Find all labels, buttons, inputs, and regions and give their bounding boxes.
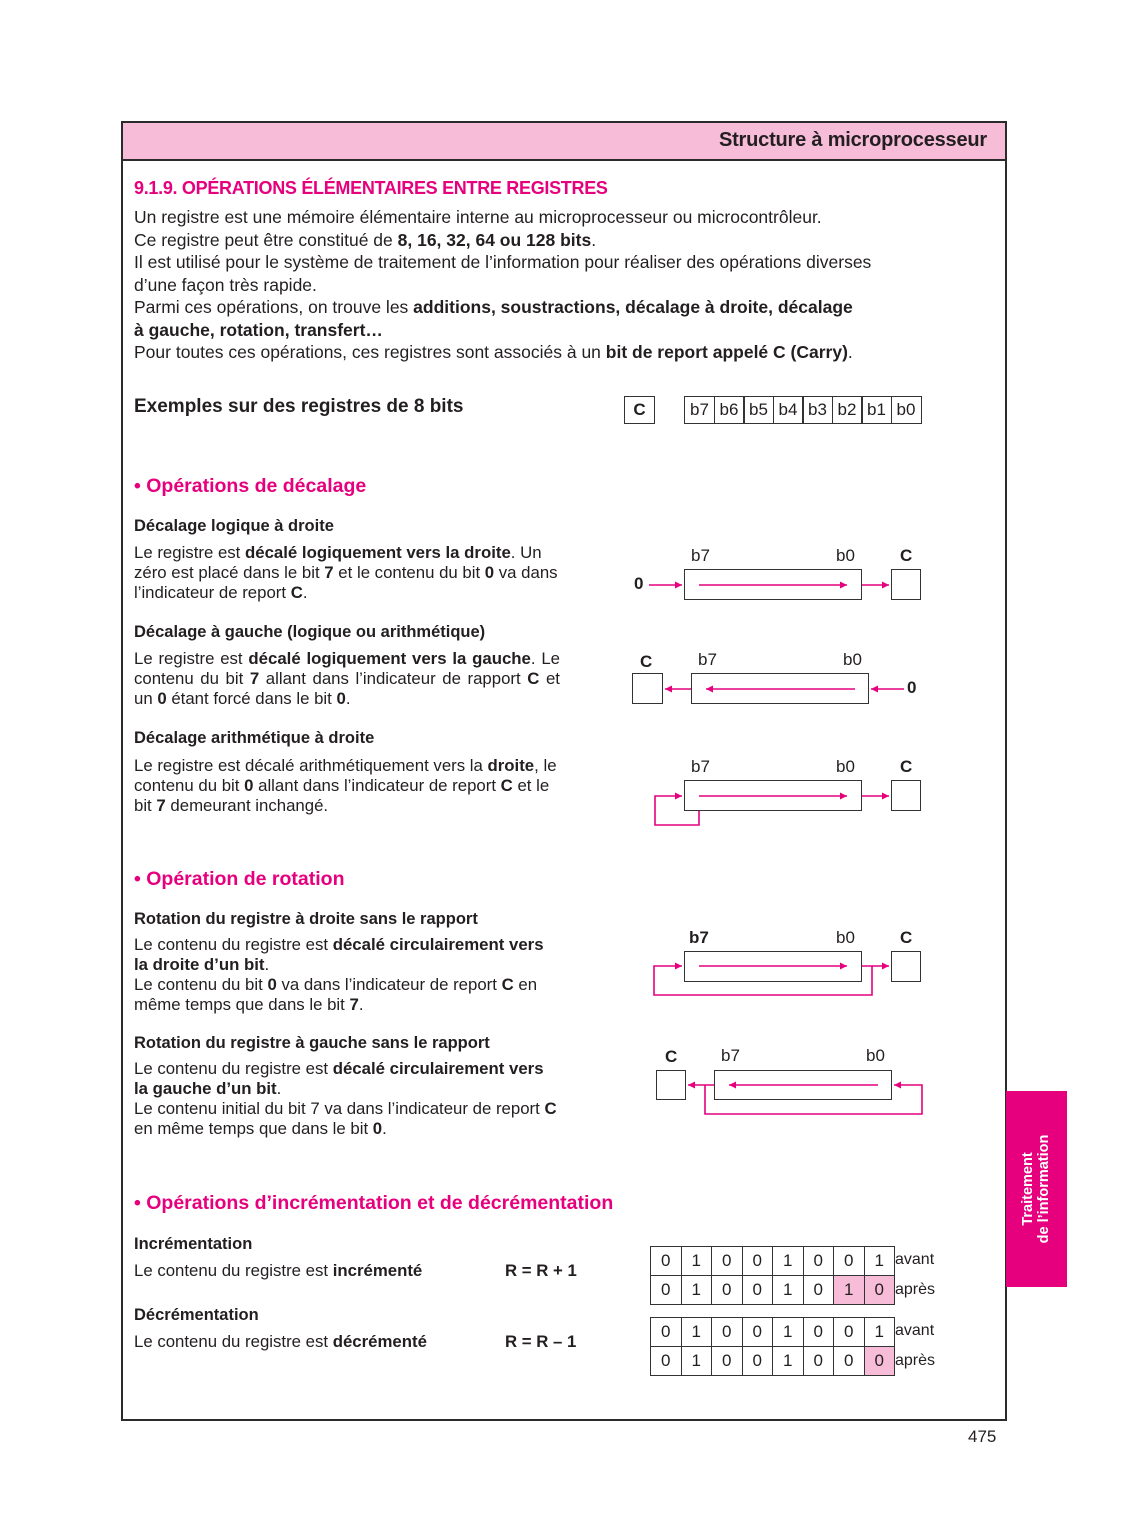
emphasis-text: 0: [244, 776, 254, 795]
text-run: Parmi ces opérations, on trouve les: [134, 297, 414, 317]
bit-cell: b0: [891, 396, 922, 424]
text-run: Le registre est décalé arithmétiquement vers la: [134, 756, 488, 775]
bit-value: 0: [651, 1247, 682, 1276]
bit-value: 0: [712, 1347, 743, 1376]
text-run: allant dans l’indicateur de report: [253, 776, 501, 795]
emphasis-text: décalé logiquement vers la gauche: [248, 649, 531, 668]
bit-row: [651, 1247, 895, 1276]
emphasis-text: C: [290, 583, 303, 602]
text-run: et le bit: [134, 776, 550, 815]
bit-value: 0: [864, 1347, 895, 1376]
bit-cell: b5: [743, 396, 774, 424]
bit-value: 1: [834, 1276, 865, 1305]
section-title: 9.1.9. OPÉRATIONS ÉLÉMENTAIRES ENTRE REGISTRES: [134, 178, 608, 198]
carry-label: C: [640, 652, 653, 671]
emphasis-text: 7: [249, 669, 260, 688]
bit-value: 0: [803, 1318, 834, 1347]
bit-value: 0: [742, 1276, 773, 1305]
carry-label: C: [900, 928, 913, 947]
decrement-text-plain: Le contenu du registre est: [134, 1332, 333, 1351]
emphasis-text: 8, 16, 32, 64 ou 128 bits: [397, 229, 592, 250]
bit-value: 1: [681, 1276, 712, 1305]
text-run: en même temps que dans le bit: [134, 975, 538, 1014]
bit-row: [651, 1318, 895, 1347]
decrement-title: Décrémentation: [134, 1306, 259, 1324]
increment-text: [134, 1261, 422, 1281]
row-state-label: avant: [895, 1251, 935, 1268]
text-run: .: [382, 1119, 387, 1138]
lsb-label: b0: [836, 757, 855, 776]
shift-item-title: Décalage arithmétique à droite: [134, 729, 375, 747]
bit-cell: b3: [802, 396, 833, 424]
side-tab-line1: Traitement: [1020, 1152, 1036, 1226]
text-run: Le registre est: [134, 649, 249, 668]
lsb-label: b0: [843, 650, 862, 669]
bit-cell: b2: [832, 396, 863, 424]
emphasis-text: à gauche, rotation, transfert…: [134, 319, 383, 340]
emphasis-text: C: [544, 1099, 557, 1118]
arrow: [655, 796, 699, 825]
bit-row: [651, 1347, 895, 1376]
msb-label: b7: [689, 928, 709, 947]
emphasis-text: décalé circulairement vers la gauche d’un bit: [134, 1059, 544, 1098]
text-run: .: [847, 342, 853, 362]
text-run: en même temps que dans le bit: [134, 1119, 373, 1138]
text-run: allant dans l’indicateur de rapport: [259, 669, 528, 688]
emphasis-text: 0: [372, 1119, 383, 1138]
text-run: Pour toutes ces opérations, ces registres sont associés à un: [134, 342, 606, 362]
bit-value: 0: [834, 1347, 865, 1376]
emphasis-text: additions, soustractions, décalage à droite, décalage: [413, 297, 853, 317]
emphasis-text: droite: [487, 756, 535, 775]
text-run: va dans l’indicateur de report: [276, 975, 502, 994]
bit-value: 1: [681, 1318, 712, 1347]
text-run: Le contenu du bit: [134, 975, 268, 994]
msb-label: b7: [721, 1046, 740, 1065]
emphasis-text: décalé logiquement vers la droite: [245, 543, 511, 562]
emphasis-text: C: [500, 776, 513, 795]
msb-label: b7: [691, 546, 710, 565]
text-run: étant forcé dans le bit: [166, 689, 337, 708]
increment-title: Incrémentation: [134, 1235, 253, 1253]
bit-value: 1: [773, 1347, 804, 1376]
arrow: [654, 966, 872, 995]
shift-title: • Opérations de décalage: [134, 475, 367, 497]
text-run: Il est utilisé pour le système de traitement de l’information pour réaliser des opérations diverses: [134, 252, 872, 272]
emphasis-text: 7: [156, 796, 166, 815]
bit-cell: b6: [714, 396, 745, 424]
input-zero-label: 0: [907, 678, 917, 697]
side-tab-label: [1020, 1135, 1052, 1244]
lsb-label: b0: [836, 928, 855, 947]
emphasis-text: 0: [484, 563, 495, 582]
text-run: Le contenu du registre est: [134, 935, 333, 954]
increment-text-bold: incrémenté: [332, 1261, 423, 1280]
bit-value: 0: [712, 1247, 743, 1276]
row-state-label: après: [895, 1281, 936, 1298]
emphasis-text: 0: [336, 689, 346, 708]
text-run: .: [345, 689, 351, 708]
emphasis-text: 0: [157, 689, 167, 708]
input-zero-label: 0: [634, 574, 644, 593]
emphasis-text: C: [501, 975, 514, 994]
rotation-item-title: Rotation du registre à gauche sans le rapport: [134, 1034, 490, 1052]
chapter-title: Structure à microprocesseur: [718, 129, 987, 151]
carry-label: C: [665, 1047, 678, 1066]
bit-value: 1: [773, 1276, 804, 1305]
increment-text-plain: Le contenu du registre est: [134, 1261, 333, 1280]
decrement-text-bold: décrémenté: [332, 1332, 427, 1351]
bit-value: 0: [803, 1276, 834, 1305]
text-run: .: [591, 229, 597, 250]
bit-value: 0: [864, 1276, 895, 1305]
bit-value: 0: [651, 1318, 682, 1347]
emphasis-text: bit de report appelé C (Carry): [605, 342, 848, 362]
text-run: . Un zéro est placé dans le bit: [134, 543, 542, 582]
carry-label: C: [900, 757, 913, 776]
shift-item-title: Décalage logique à droite: [134, 517, 334, 535]
bit-value: 0: [651, 1276, 682, 1305]
decrement-formula: R = R – 1: [505, 1332, 577, 1351]
text-run: demeurant inchangé.: [165, 796, 329, 815]
text-run: Le registre est: [134, 543, 245, 562]
bit-value: 1: [864, 1318, 895, 1347]
bit-value: 1: [681, 1347, 712, 1376]
side-tab: [1006, 1091, 1067, 1287]
bit-value: 1: [681, 1247, 712, 1276]
text-run: et un: [134, 669, 560, 708]
bit-row: [651, 1276, 895, 1305]
emphasis-text: C: [527, 669, 540, 688]
carry-label: C: [900, 546, 913, 565]
increment-table: [650, 1246, 895, 1305]
emphasis-text: 7: [349, 995, 359, 1014]
side-tab-line2: de l’information: [1036, 1134, 1052, 1244]
page-number: 475: [968, 1427, 997, 1446]
increment-formula: R = R + 1: [505, 1261, 577, 1280]
arrow: [705, 1085, 922, 1114]
row-state-label: après: [895, 1352, 936, 1369]
text-run: Ce registre peut être constitué de: [134, 229, 398, 250]
bit-value: 0: [742, 1247, 773, 1276]
lsb-label: b0: [866, 1046, 885, 1065]
bit-value: 0: [834, 1247, 865, 1276]
row-state-label: avant: [895, 1322, 935, 1339]
bit-value: 0: [803, 1247, 834, 1276]
bit-value: 1: [773, 1247, 804, 1276]
bit-value: 0: [742, 1318, 773, 1347]
text-run: , le contenu du bit: [134, 756, 557, 795]
bit-value: 0: [742, 1347, 773, 1376]
text-run: . Le contenu du bit: [134, 649, 560, 688]
bit-value: 0: [651, 1347, 682, 1376]
rotation-title: • Opération de rotation: [134, 868, 345, 890]
text-run: Le contenu initial du bit 7 va dans l’indicateur de report: [134, 1099, 545, 1118]
decrement-table: [650, 1317, 895, 1376]
bit-cell: b7: [684, 396, 715, 424]
text-run: .: [302, 583, 308, 602]
text-run: d’une façon très rapide.: [134, 274, 317, 295]
text-run: .: [276, 1079, 282, 1098]
bit-cell: b4: [773, 396, 804, 424]
text-run: .: [358, 995, 364, 1014]
emphasis-text: 7: [324, 563, 334, 582]
emphasis-text: décalé circulairement vers la droite d’un bit: [134, 935, 544, 974]
rotation-item-title: Rotation du registre à droite sans le rapport: [134, 910, 478, 928]
text-run: et le contenu du bit: [333, 563, 485, 582]
text-run: .: [264, 955, 270, 974]
text-run: Un registre est une mémoire élémentaire interne au microprocesseur ou microcontrôleur.: [134, 207, 822, 227]
shift-item-title: Décalage à gauche (logique ou arithmétique): [134, 623, 486, 641]
bit-value: 0: [834, 1318, 865, 1347]
bit-value: 1: [773, 1318, 804, 1347]
incdec-title: • Opérations d’incrémentation et de décrémentation: [134, 1192, 614, 1214]
bit-cell: b1: [861, 396, 892, 424]
text-run: Le contenu du registre est: [134, 1059, 333, 1078]
bit-value: 0: [712, 1318, 743, 1347]
emphasis-text: 0: [267, 975, 277, 994]
msb-label: b7: [691, 757, 710, 776]
carry-cell: C: [624, 396, 655, 424]
lsb-label: b0: [836, 546, 855, 565]
decrement-text: [134, 1332, 427, 1352]
text-run: va dans l’indicateur de report: [134, 563, 558, 602]
bit-value: 0: [712, 1276, 743, 1305]
msb-label: b7: [698, 650, 717, 669]
bit-value: 1: [864, 1247, 895, 1276]
bit-value: 0: [803, 1347, 834, 1376]
examples-title: Exemples sur des registres de 8 bits: [134, 396, 464, 417]
